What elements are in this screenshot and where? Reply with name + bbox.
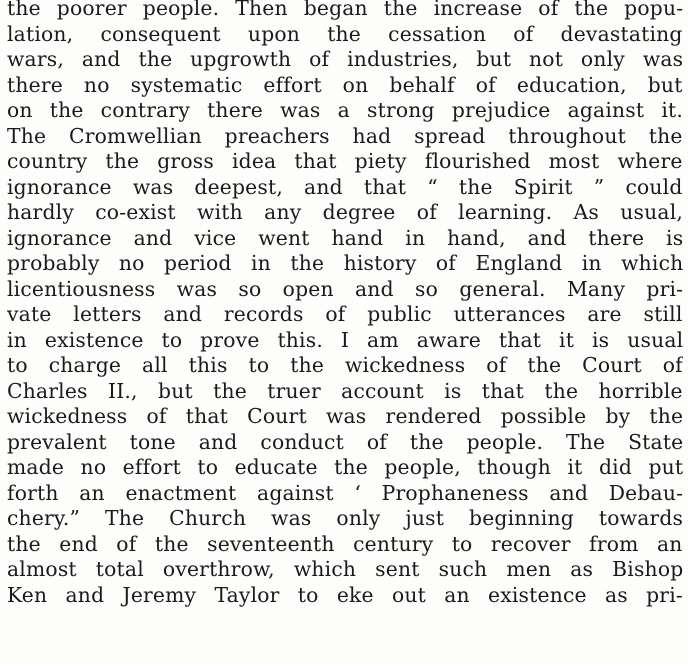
text-line: The Cromwellian preachers had spread throughout the xyxy=(7,123,683,148)
text-line: on the contrary there was a strong prejudice against it. xyxy=(7,98,683,122)
text-line: in existence to prove this. I am aware that it is usual xyxy=(7,327,683,352)
text-line: there no systematic effort on behalf of education, but xyxy=(7,72,683,97)
text-line: wickedness of that Court was rendered possible by the xyxy=(7,404,683,428)
text-line: chery.” The Church was only just beginning towards xyxy=(7,506,683,530)
text-line: lation, consequent upon the cessation of devastating xyxy=(7,21,683,46)
text-line: country the gross idea that piety flourished most where xyxy=(7,149,683,173)
text-line: probably no period in the history of England in which xyxy=(7,251,683,275)
text-line: Charles II., but the truer account is that the horrible xyxy=(7,378,683,403)
text-line: Ken and Jeremy Taylor to eke out an existence as pri- xyxy=(7,582,683,607)
text-line: made no effort to educate the people, though it did put xyxy=(7,455,683,479)
text-line: the poorer people. Then began the increase of the popu- xyxy=(7,0,683,20)
text-line: vate letters and records of public utterances are still xyxy=(7,302,683,326)
text-line: hardly co-exist with any degree of learning. As usual, xyxy=(7,200,683,224)
text-line: prevalent tone and conduct of the people. The State xyxy=(7,429,683,454)
body-text xyxy=(7,0,683,608)
text-line: forth an enactment against ‘ Prophaneness and Debau- xyxy=(7,480,683,505)
text-line: the end of the seventeenth century to recover from an xyxy=(7,531,683,556)
text-line: almost total overthrow, which sent such men as Bishop xyxy=(7,557,683,581)
text-line: ignorance was deepest, and that “ the Spirit ” could xyxy=(7,174,683,199)
text-line: wars, and the upgrowth of industries, but not only was xyxy=(7,47,683,71)
text-line: licentiousness was so open and so general. Many pri- xyxy=(7,276,683,301)
text-line: to charge all this to the wickedness of the Court of xyxy=(7,353,683,377)
text-line: ignorance and vice went hand in hand, and there is xyxy=(7,225,683,250)
